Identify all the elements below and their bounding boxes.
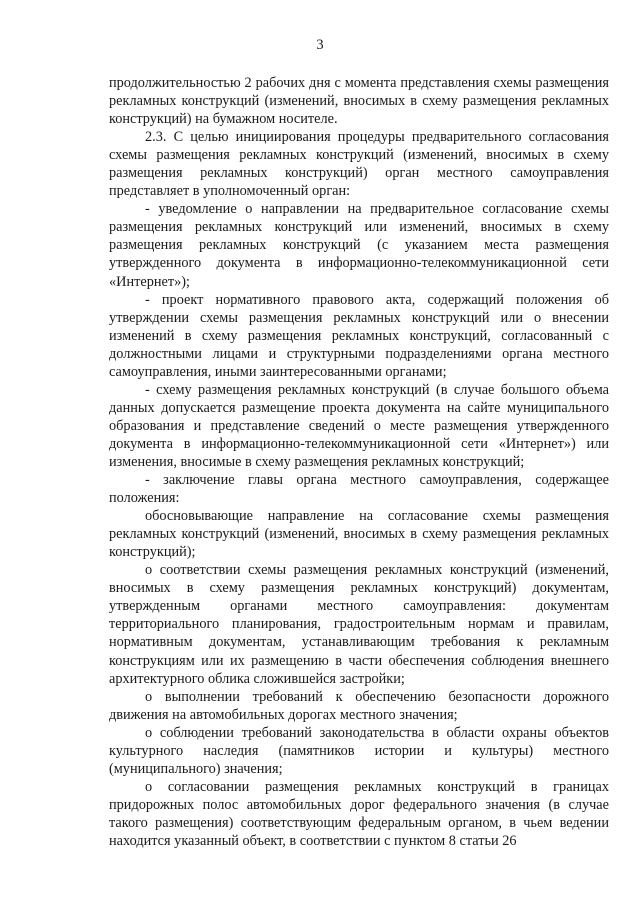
conclusion-item-federal-roads: о согласовании размещения рекламных конструкций в границах придорожных полос автомобильных дорог федерального значения (в случае такого размещения) соответствующим федеральным органом, в чьем ведении находится указанный объект, в соответствии с пунктом 8 статьи 26 xyxy=(109,778,609,849)
list-item-draft-act: - проект нормативного правового акта, содержащий положения об утверждении схемы размещения рекламных конструкций или о внесении изменений в схему размещения рекламных конструкций, согласованный с должностными лицами и структурными подразделениями органа местного самоуправления, иными заинтересованными органами; xyxy=(109,291,609,380)
conclusion-item-compliance: о соответствии схемы размещения рекламных конструкций (изменений, вносимых в схему размещения рекламных конструкций) документам, утвержденным органами местного самоуправления: документам территориального планирования, градостроительным нормам и правилам, нормативным документам, устанавливающим требования к рекламным конструкциям или их размещению в части обеспечения соблюдения внешнего архитектурного облика сложившейся застройки; xyxy=(109,562,609,687)
page-number: 3 xyxy=(316,37,324,53)
paragraph-continuation: продолжительностью 2 рабочих дня с момента представления схемы размещения рекламных конструкций (изменений, вносимых в схему размещения рекламных конструкций) на бумажном носителе. xyxy=(109,75,609,128)
list-item-notification: - уведомление о направлении на предварительное согласование схемы размещения рекламных конструкций или изменений, вносимых в схему размещения рекламных конструкций (с указанием места размещения утвержденного документа в информационно-телекоммуникационной сети «Интернет»); xyxy=(109,201,609,290)
conclusion-item-justification: обосновывающие направление на согласование схемы размещения рекламных конструкций (изменений, вносимых в схему размещения рекламных конструкций); xyxy=(109,508,609,561)
document-body xyxy=(109,74,609,850)
list-item-conclusion: - заключение главы органа местного самоуправления, содержащее положения: xyxy=(109,472,609,507)
paragraph-section-2-3: 2.3. С целью инициирования процедуры предварительного согласования схемы размещения рекламных конструкций (изменений, вносимых в схему размещения рекламных конструкций) орган местного самоуправления представляет в уполномоченный орган: xyxy=(109,129,609,200)
conclusion-item-road-safety: о выполнении требований к обеспечению безопасности дорожного движения на автомобильных дорогах местного значения; xyxy=(109,688,609,723)
conclusion-item-cultural-heritage: о соблюдении требований законодательства в области охраны объектов культурного наследия (памятников истории и культуры) местного (муниципального) значения; xyxy=(109,724,609,777)
list-item-scheme: - схему размещения рекламных конструкций (в случае большого объема данных допускается размещение проекта документа на сайте муниципального образования и представление сведений о месте размещения утвержденного документа в информационно-телекоммуникационной сети «Интернет») или изменения, вносимые в схему размещения рекламных конструкций; xyxy=(109,381,609,470)
